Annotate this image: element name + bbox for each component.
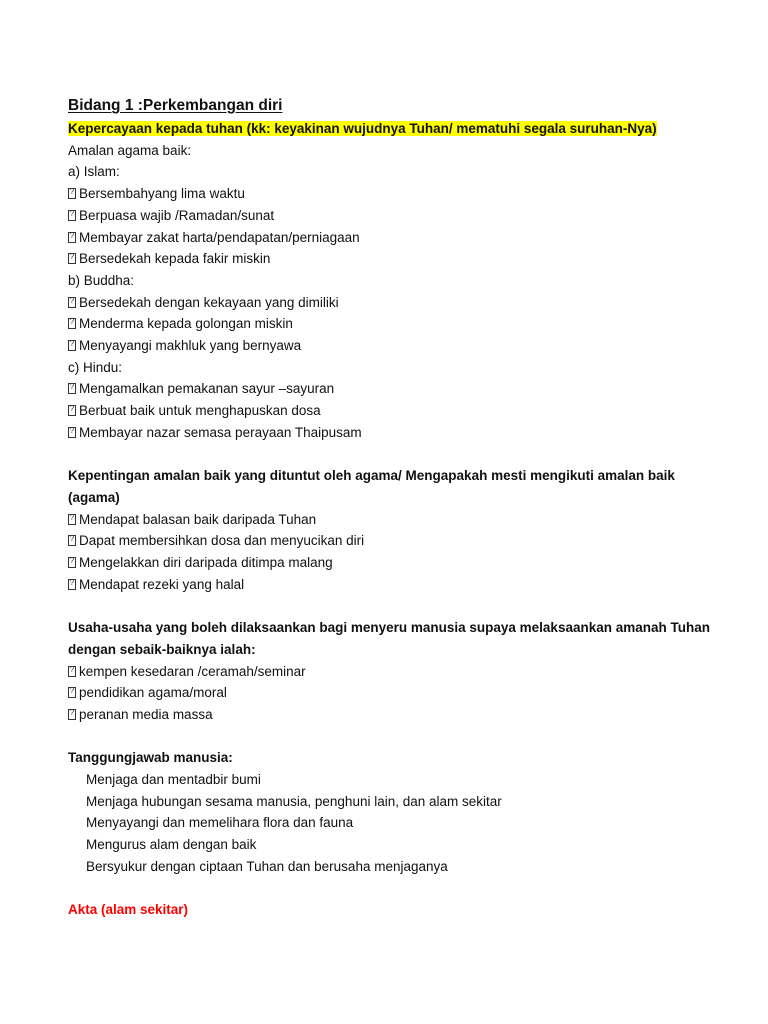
missing-glyph-icon — [68, 687, 76, 698]
list-item: ?Mendapat rezeki yang halal — [68, 574, 718, 596]
missing-glyph-icon — [68, 405, 76, 416]
missing-glyph-icon — [68, 340, 76, 351]
document-title: Bidang 1 :Perkembangan diri — [68, 97, 283, 114]
missing-glyph-icon — [68, 188, 76, 199]
red-heading: Akta (alam sekitar) — [68, 902, 189, 918]
efforts-heading: Usaha-usaha yang boleh dilaksaankan bagi menyeru manusia supaya melaksaankan amanah Tuhan dengan sebaik-baiknya ialah: — [68, 620, 710, 657]
islam-label: a) Islam: — [68, 164, 120, 180]
list-item: ?Dapat membersihkan dosa dan menyucikan diri — [68, 530, 718, 552]
paragraph-gap — [68, 595, 718, 617]
paragraph-gap — [68, 878, 718, 900]
list-item: ?Menyayangi makhluk yang bernyawa — [68, 335, 718, 357]
missing-glyph-icon — [68, 297, 76, 308]
list-item: ?Bersedekah dengan kekayaan yang dimiliki — [68, 292, 718, 314]
buddha-label: b) Buddha: — [68, 272, 135, 288]
list-item: ?kempen kesedaran /ceramah/seminar — [68, 661, 718, 683]
importance-heading: Kepentingan amalan baik yang dituntut oleh agama/ Mengapakah mesti mengikuti amalan baik (agama) — [68, 468, 675, 505]
practice-heading: Amalan agama baik: — [68, 142, 192, 158]
list-item: Menjaga dan mentadbir bumi — [86, 772, 261, 788]
list-item: ?Bersedekah kepada fakir miskin — [68, 248, 718, 270]
list-item: ?Mendapat balasan baik daripada Tuhan — [68, 509, 718, 531]
list-item: Bersyukur dengan ciptaan Tuhan dan berusaha menjaganya — [86, 858, 448, 874]
missing-glyph-icon — [68, 557, 76, 568]
list-item: ?Berbuat baik untuk menghapuskan dosa — [68, 400, 718, 422]
document-page — [68, 95, 718, 921]
list-item: ?pendidikan agama/moral — [68, 682, 718, 704]
missing-glyph-icon — [68, 709, 76, 720]
hindu-label: c) Hindu: — [68, 359, 123, 375]
list-item: ?Mengamalkan pemakanan sayur –sayuran — [68, 378, 718, 400]
missing-glyph-icon — [68, 210, 76, 221]
paragraph-gap — [68, 726, 718, 748]
missing-glyph-icon — [68, 666, 76, 677]
responsibility-heading: Tanggungjawab manusia: — [68, 750, 233, 766]
missing-glyph-icon — [68, 579, 76, 590]
missing-glyph-icon — [68, 535, 76, 546]
highlighted-heading: Kepercayaan kepada tuhan (kk: keyakinan wujudnya Tuhan/ mematuhi segala suruhan-Nya) — [68, 121, 657, 136]
missing-glyph-icon — [68, 253, 76, 264]
paragraph-gap — [68, 444, 718, 466]
list-item: ?Mengelakkan diri daripada ditimpa malang — [68, 552, 718, 574]
list-item: ?Berpuasa wajib /Ramadan/sunat — [68, 205, 718, 227]
list-item: ?peranan media massa — [68, 704, 718, 726]
list-item: ?Membayar zakat harta/pendapatan/perniagaan — [68, 227, 718, 249]
list-item: ?Bersembahyang lima waktu — [68, 183, 718, 205]
list-item: Menyayangi dan memelihara flora dan fauna — [86, 815, 354, 831]
list-item: ?Menderma kepada golongan miskin — [68, 313, 718, 335]
missing-glyph-icon — [68, 514, 76, 525]
missing-glyph-icon — [68, 318, 76, 329]
list-item: Menjaga hubungan sesama manusia, penghuni lain, dan alam sekitar — [86, 793, 502, 809]
missing-glyph-icon — [68, 232, 76, 243]
missing-glyph-icon — [68, 383, 76, 394]
list-item: ?Membayar nazar semasa perayaan Thaipusam — [68, 422, 718, 444]
list-item: Mengurus alam dengan baik — [86, 837, 257, 853]
missing-glyph-icon — [68, 427, 76, 438]
